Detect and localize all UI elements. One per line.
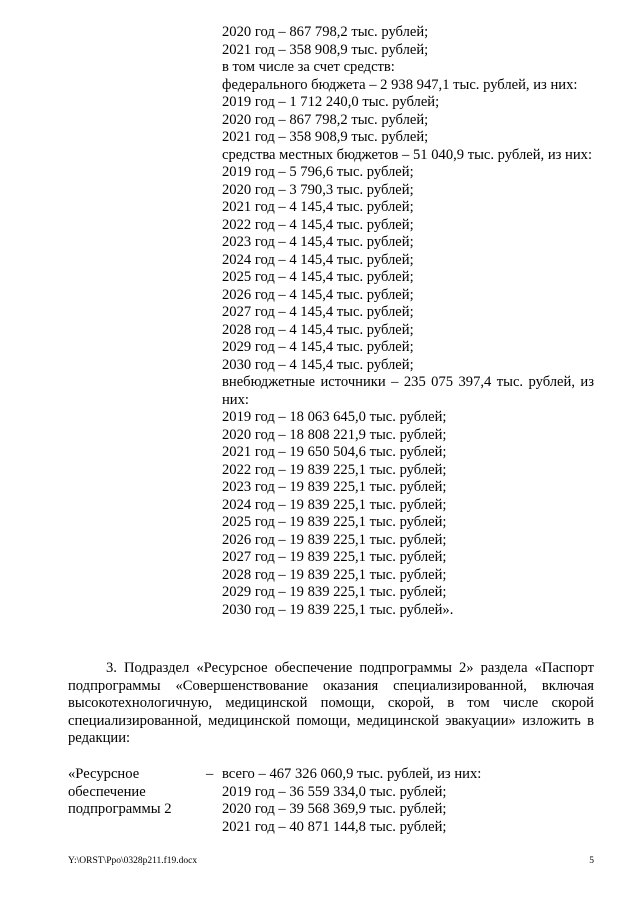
list-item: 2024 год – 4 145,4 тыс. рублей; xyxy=(222,251,414,268)
list-item: 2020 год – 18 808 221,9 тыс. рублей; xyxy=(222,426,447,443)
resource-values xyxy=(222,766,594,836)
resource-label-line: обеспечение xyxy=(68,783,146,800)
page-number: 5 xyxy=(589,856,594,866)
list-item: 2023 год – 19 839 225,1 тыс. рублей; xyxy=(222,479,447,495)
list-item: 2021 год – 4 145,4 тыс. рублей; xyxy=(222,199,414,215)
list-item: 2028 год – 19 839 225,1 тыс. рублей; xyxy=(222,566,447,583)
list-item: 2028 год – 4 145,4 тыс. рублей; xyxy=(222,321,414,338)
list-item: 2019 год – 5 796,6 тыс. рублей; xyxy=(222,164,414,180)
list-item: 2021 год – 358 908,9 тыс. рублей; xyxy=(222,129,429,145)
list-item: 2021 год – 358 908,9 тыс. рублей; xyxy=(222,41,429,58)
resource-value-line: всего – 467 326 060,9 тыс. рублей, из них: xyxy=(222,766,482,782)
list-item: 2025 год – 19 839 225,1 тыс. рублей; xyxy=(222,514,447,530)
list-item: 2029 год – 4 145,4 тыс. рублей; xyxy=(222,339,414,355)
resource-value-line: 2020 год – 39 568 369,9 тыс. рублей; xyxy=(222,801,447,817)
list-item: 2030 год – 4 145,4 тыс. рублей; xyxy=(222,356,414,373)
list-item: 2026 год – 19 839 225,1 тыс. рублей; xyxy=(222,531,447,548)
resource-label-line: подпрограммы 2 xyxy=(68,801,172,817)
list-item: 2029 год – 19 839 225,1 тыс. рублей; xyxy=(222,584,447,600)
resource-value-line: 2021 год – 40 871 144,8 тыс. рублей; xyxy=(222,818,447,835)
list-item: 2020 год – 867 798,2 тыс. рублей; xyxy=(222,24,429,40)
file-path: Y:\ORST\Ppo\0328p211.f19.docx xyxy=(68,856,198,866)
resource-label-line: «Ресурсное xyxy=(68,766,140,782)
list-item: внебюджетные источники – 235 075 397,4 тыс. рублей, из них: xyxy=(222,374,594,408)
list-item: 2020 год – 867 798,2 тыс. рублей; xyxy=(222,111,429,128)
list-item: 2026 год – 4 145,4 тыс. рублей; xyxy=(222,286,414,303)
list-item: 2023 год – 4 145,4 тыс. рублей; xyxy=(222,234,414,250)
list-item: 2021 год – 19 650 504,6 тыс. рублей; xyxy=(222,444,447,460)
list-item: 2027 год – 19 839 225,1 тыс. рублей; xyxy=(222,549,447,565)
list-item: 2020 год – 3 790,3 тыс. рублей; xyxy=(222,181,414,198)
amendment-paragraph: 3. Подраздел «Ресурсное обеспечение подпрограммы 2» раздела «Паспорт подпрограммы «Совершенствование оказания специализированной, включая высокотехнологичную, медицинской помощи, скорой, в том числе скорой специализированной, медицинской помощи, медицинской эвакуации» изложить в редакции: xyxy=(68,660,594,746)
funding-list xyxy=(222,24,594,619)
list-item: средства местных бюджетов – 51 040,9 тыс. рублей, из них: xyxy=(222,146,593,163)
list-item: 2030 год – 19 839 225,1 тыс. рублей». xyxy=(222,601,454,618)
list-item: федерального бюджета – 2 938 947,1 тыс. рублей, из них: xyxy=(222,76,578,93)
list-item: 2019 год – 18 063 645,0 тыс. рублей; xyxy=(222,409,447,425)
resource-value-line: 2019 год – 36 559 334,0 тыс. рублей; xyxy=(222,783,447,800)
list-item: в том числе за счет средств: xyxy=(222,59,395,75)
list-item: 2022 год – 4 145,4 тыс. рублей; xyxy=(222,216,414,233)
list-item: 2027 год – 4 145,4 тыс. рублей; xyxy=(222,304,414,320)
resource-label xyxy=(68,766,208,819)
list-item: 2022 год – 19 839 225,1 тыс. рублей; xyxy=(222,461,447,478)
resource-dash: – xyxy=(206,766,214,782)
list-item: 2025 год – 4 145,4 тыс. рублей; xyxy=(222,269,414,285)
list-item: 2024 год – 19 839 225,1 тыс. рублей; xyxy=(222,496,447,513)
list-item: 2019 год – 1 712 240,0 тыс. рублей; xyxy=(222,94,440,110)
